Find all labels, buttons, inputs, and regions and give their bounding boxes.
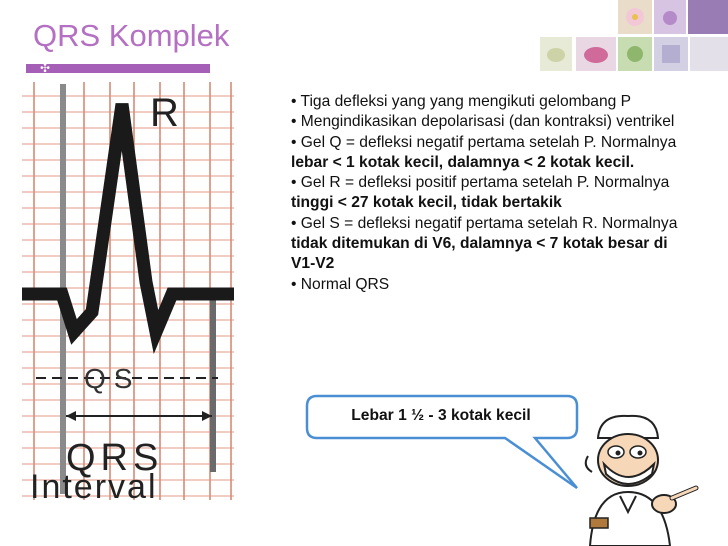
doctor-cartoon xyxy=(580,408,700,546)
flower-center-icon xyxy=(632,14,638,20)
plus-bullet-icon: ✣ xyxy=(40,61,51,75)
segment-label-qs: QS xyxy=(84,363,141,394)
plant-icon xyxy=(627,46,643,62)
flower-icon-2 xyxy=(663,11,677,25)
bullet-item: • Mengindikasikan depolarisasi (dan kontraksi) ventrikel xyxy=(291,113,675,131)
ecg-qrs-diagram xyxy=(22,82,234,500)
bullet-list xyxy=(291,92,691,295)
qrs-end-marker xyxy=(210,292,216,472)
clipboard-icon xyxy=(590,518,608,528)
bullet-item: • Normal QRS xyxy=(291,275,390,293)
bullet-item: • Gel R = defleksi positif pertama setelah P. Normalnya tinggi < 27 kotak kecil, tidak bertakik xyxy=(291,174,670,212)
bullet-item: • Gel Q = defleksi negatif pertama setelah P. Normalnya lebar < 1 kotak kecil, dalamnya < 2 kotak kecil. xyxy=(291,133,677,171)
title-underline-bar xyxy=(26,61,210,75)
ecg-trace xyxy=(22,104,234,332)
photo-8 xyxy=(690,37,728,71)
callout-text: Lebar 1 ½ - 3 kotak kecil xyxy=(351,407,531,424)
interval-label-qrs: QRS xyxy=(66,437,164,479)
wave-label-r: R xyxy=(150,91,179,135)
orchid-icon xyxy=(584,47,608,63)
bullet-item: • Tiga defleksi yang yang mengikuti gelombang P xyxy=(291,93,632,110)
stone-icon xyxy=(662,45,680,63)
slide-title: QRS Komplek xyxy=(33,18,230,53)
interval-label-interval: Interval xyxy=(30,468,158,500)
bullet-item: • Gel S = defleksi negatif pertama setelah R. Normalnya tidak ditemukan di V6, dalamnya < 7 kotak besar di V1-V2 xyxy=(291,214,678,273)
arrow-left-icon xyxy=(66,411,76,421)
leaf-icon xyxy=(547,48,565,62)
photo-3 xyxy=(688,0,728,34)
